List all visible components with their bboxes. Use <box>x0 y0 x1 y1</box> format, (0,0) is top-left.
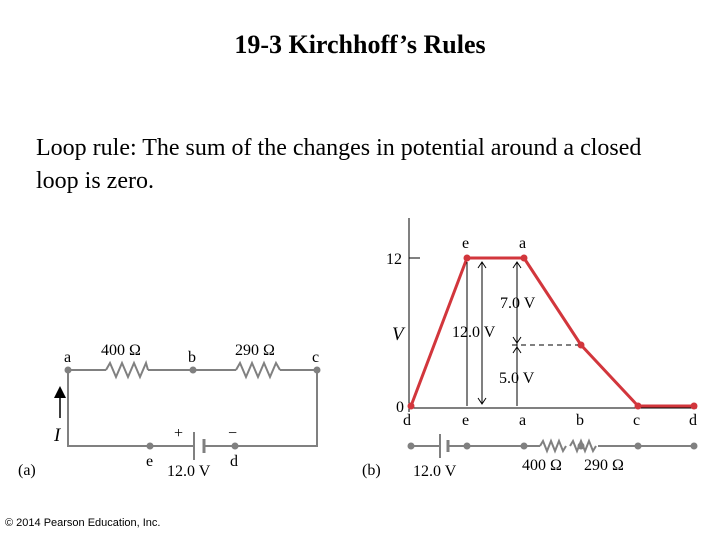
node-a <box>65 367 72 374</box>
node-label-e: e <box>146 453 154 470</box>
top-label-e: e <box>462 235 470 252</box>
node-c <box>314 367 321 374</box>
battery-plus-sign: + <box>174 425 184 442</box>
drop-label-12v: 12.0 V <box>452 324 496 341</box>
bottom-label-d1: d <box>403 412 411 429</box>
panel-label-b: (b) <box>362 462 381 479</box>
node-label-c: c <box>312 349 320 366</box>
circuit-wire <box>68 370 317 446</box>
strip-node-d2 <box>691 443 698 450</box>
copyright-notice: © 2014 Pearson Education, Inc. <box>5 517 161 529</box>
point-a <box>521 255 528 262</box>
point-d-end <box>691 403 698 410</box>
panel-label-a: (a) <box>18 462 36 479</box>
strip-node-d1 <box>408 443 415 450</box>
strip-resistor-400-label: 400 Ω <box>522 457 562 474</box>
point-c <box>635 403 642 410</box>
loop-rule-text: Loop rule: The sum of the changes in potential around a closed loop is zero. <box>36 135 642 194</box>
strip-node-c <box>635 443 642 450</box>
bottom-label-c: c <box>633 412 641 429</box>
tick-label-12: 12 <box>386 251 402 268</box>
strip-resistor-290-label: 290 Ω <box>584 457 624 474</box>
slide-title: 19-3 Kirchhoff’s Rules <box>234 30 486 59</box>
node-d <box>232 443 239 450</box>
strip-battery-label: 12.0 V <box>413 463 457 480</box>
bottom-label-e: e <box>462 412 470 429</box>
potential-graph-b <box>362 218 698 480</box>
current-label: I <box>54 425 61 446</box>
strip-node-e <box>464 443 471 450</box>
node-label-a: a <box>64 349 72 366</box>
strip-resistor-400 <box>540 441 566 451</box>
node-label-b: b <box>188 349 196 366</box>
axis-label-v: V <box>392 324 404 345</box>
drop-label-5v: 5.0 V <box>499 370 535 387</box>
circuit-a <box>18 342 321 480</box>
resistor-400 <box>106 363 148 377</box>
point-b <box>578 342 585 349</box>
bottom-label-a: a <box>519 412 527 429</box>
node-e <box>147 443 154 450</box>
point-d-start <box>408 403 415 410</box>
battery-minus-sign: − <box>228 425 238 442</box>
node-b <box>190 367 197 374</box>
bottom-label-d2: d <box>689 412 697 429</box>
node-label-d: d <box>230 453 238 470</box>
resistor-290-label: 290 Ω <box>235 342 275 359</box>
top-label-a: a <box>519 235 527 252</box>
drop-label-7v: 7.0 V <box>500 295 536 312</box>
tick-label-0: 0 <box>396 399 404 416</box>
battery-label: 12.0 V <box>167 463 211 480</box>
point-e <box>464 255 471 262</box>
resistor-290 <box>236 363 280 377</box>
resistor-400-label: 400 Ω <box>101 342 141 359</box>
bottom-label-b: b <box>576 412 584 429</box>
strip-node-a <box>521 443 528 450</box>
strip-node-b <box>578 443 585 450</box>
